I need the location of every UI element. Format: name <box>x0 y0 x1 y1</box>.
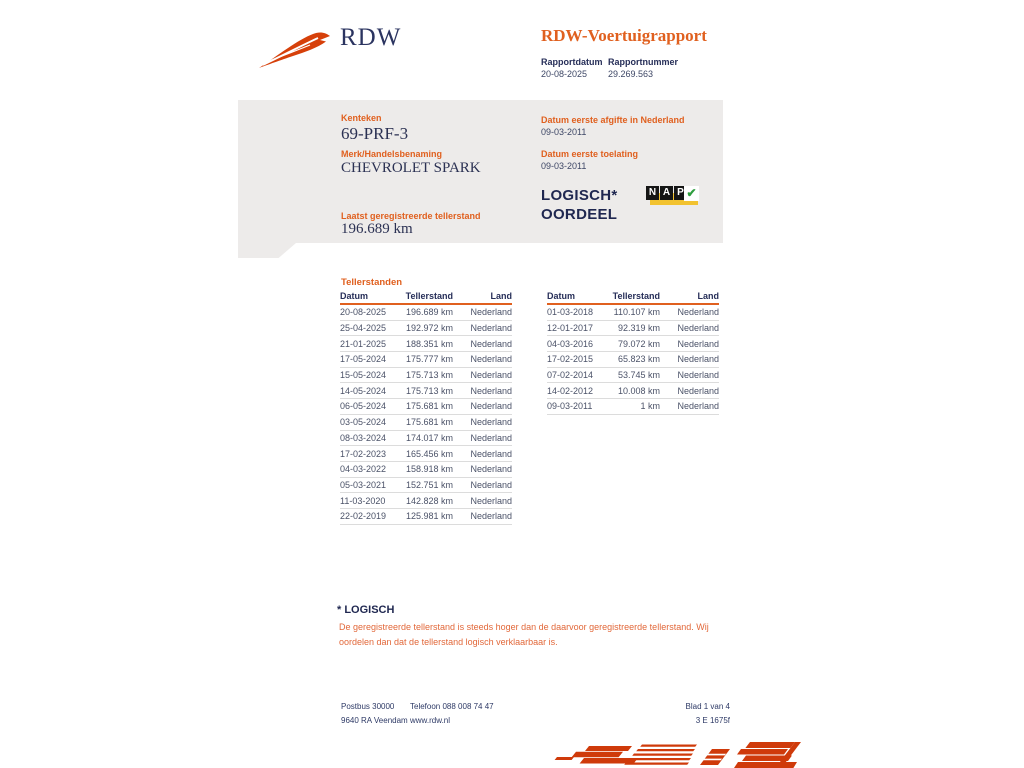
table-cell-value: 175.713 km <box>405 385 453 396</box>
tellerstand-value: 196.689 km <box>341 221 413 237</box>
table-cell-land: Nederland <box>470 370 512 381</box>
table-cell-land: Nederland <box>470 307 512 318</box>
footer-address-line1: Postbus 30000 <box>341 702 395 711</box>
table-header-row <box>547 291 719 305</box>
table-cell-value: 110.107 km <box>613 307 660 318</box>
table-cell-value: 175.681 km <box>405 401 453 412</box>
table-cell-land: Nederland <box>470 432 512 443</box>
table-row <box>340 509 512 525</box>
box-corner-tab <box>238 243 296 258</box>
table-cell-land: Nederland <box>677 323 719 334</box>
footer-contact <box>410 700 494 728</box>
table-cell-value: 158.918 km <box>405 464 453 475</box>
nap-letter-a: A <box>660 186 673 200</box>
col-header-tellerstand: Tellerstand <box>612 291 660 301</box>
afgifte-label: Datum eerste afgifte in Nederland <box>541 115 685 125</box>
table-cell-land: Nederland <box>677 354 719 365</box>
table-row <box>340 368 512 384</box>
rdw-wing-logo-icon <box>256 26 334 70</box>
table-row <box>340 336 512 352</box>
table-cell-value: 174.017 km <box>405 432 453 443</box>
table-cell-land: Nederland <box>677 401 719 412</box>
table-cell-land: Nederland <box>470 448 512 459</box>
logisch-note-body: De geregistreerde tellerstand is steeds hoger dan de daarvoor geregistreerde tellerstand. Wij oordelen dan dat de tellerstand logisch verklaarbaar is. <box>339 622 709 647</box>
table-cell-land: Nederland <box>470 511 512 522</box>
report-date-value: 20-08-2025 <box>541 69 588 79</box>
table-cell-value: 125.981 km <box>405 511 453 522</box>
table-cell-date: 03-05-2024 <box>340 417 387 428</box>
table-cell-date: 17-02-2015 <box>547 354 594 365</box>
footer-page-indicator: Blad 1 van 4 <box>685 702 730 711</box>
table-cell-date: 04-03-2022 <box>340 464 387 475</box>
table-cell-date: 04-03-2016 <box>547 338 594 349</box>
table-row <box>547 368 719 384</box>
kenteken-value: 69-PRF-3 <box>341 124 409 143</box>
table-cell-value: 1 km <box>640 401 660 412</box>
table-cell-value: 79.072 km <box>617 338 660 349</box>
oordeel-verdict <box>541 186 618 224</box>
table-cell-date: 25-04-2025 <box>340 323 387 334</box>
table-cell-land: Nederland <box>677 385 719 396</box>
footer-phone: Telefoon 088 008 74 47 <box>410 702 494 711</box>
table-cell-land: Nederland <box>677 307 719 318</box>
report-date-label: Rapportdatum <box>541 57 603 67</box>
table-row <box>547 321 719 337</box>
vehicle-summary-box <box>238 100 723 243</box>
table-cell-date: 11-03-2020 <box>340 495 386 506</box>
table-cell-date: 05-03-2021 <box>340 479 387 490</box>
nap-checkmark-icon: ✔ <box>684 186 699 201</box>
table-cell-land: Nederland <box>470 338 512 349</box>
table-row <box>547 336 719 352</box>
footer-form-code: 3 E 1675f <box>695 716 730 725</box>
table-cell-land: Nederland <box>470 385 512 396</box>
table-row <box>340 321 512 337</box>
table-cell-land: Nederland <box>470 417 512 428</box>
table-row <box>340 462 512 478</box>
table-cell-date: 14-02-2012 <box>547 385 594 396</box>
footer-page-info <box>600 700 730 728</box>
table-cell-date: 07-02-2014 <box>547 370 594 381</box>
table-row <box>547 383 719 399</box>
table-cell-value: 175.681 km <box>405 417 453 428</box>
table-row <box>547 352 719 368</box>
logisch-note-title: * LOGISCH <box>337 604 395 616</box>
table-cell-value: 10.008 km <box>617 385 660 396</box>
table-cell-date: 17-05-2024 <box>340 354 387 365</box>
table-header-row <box>340 291 512 305</box>
table-cell-date: 14-05-2024 <box>340 385 387 396</box>
table-cell-land: Nederland <box>470 495 512 506</box>
table-cell-value: 65.823 km <box>617 354 660 365</box>
toelating-value: 09-03-2011 <box>541 161 587 171</box>
table-row <box>340 415 512 431</box>
table-row <box>340 493 512 509</box>
col-header-datum: Datum <box>547 291 576 301</box>
col-header-tellerstand: Tellerstand <box>405 291 453 301</box>
col-header-datum: Datum <box>340 291 369 301</box>
table-cell-value: 188.351 km <box>405 338 453 349</box>
table-cell-land: Nederland <box>677 370 719 381</box>
footer-website: www.rdw.nl <box>410 716 451 725</box>
table-cell-land: Nederland <box>470 464 512 475</box>
oordeel-line1: LOGISCH* <box>541 187 618 204</box>
table-cell-land: Nederland <box>470 401 512 412</box>
merk-label: Merk/Handelsbenaming <box>341 149 443 159</box>
col-header-land: Land <box>697 291 719 301</box>
table-cell-date: 01-03-2018 <box>547 307 594 318</box>
footer-stripes-graphic-icon <box>545 739 801 768</box>
table-cell-date: 22-02-2019 <box>340 511 387 522</box>
table-cell-land: Nederland <box>470 323 512 334</box>
table-row <box>340 383 512 399</box>
table-row <box>340 478 512 494</box>
table-cell-value: 53.745 km <box>617 370 660 381</box>
toelating-label: Datum eerste toelating <box>541 149 639 159</box>
nap-letter-p: P <box>674 186 687 200</box>
table-row <box>340 446 512 462</box>
table-cell-value: 142.828 km <box>405 495 453 506</box>
table-cell-land: Nederland <box>470 479 512 490</box>
oordeel-line2: OORDEEL <box>541 206 618 223</box>
nap-logo <box>646 186 702 208</box>
table-cell-date: 08-03-2024 <box>340 432 387 443</box>
tellerstand-label: Laatst geregistreerde tellerstand <box>341 211 481 221</box>
table-cell-date: 21-01-2025 <box>340 338 387 349</box>
table-row <box>340 352 512 368</box>
tellerstanden-section-title: Tellerstanden <box>341 277 403 288</box>
footer-address-line2: 9640 RA Veendam <box>341 716 408 725</box>
table-cell-value: 192.972 km <box>405 323 453 334</box>
table-cell-value: 175.713 km <box>405 370 453 381</box>
kenteken-label: Kenteken <box>341 113 382 123</box>
brand-wordmark: RDW <box>340 24 402 51</box>
table-row <box>340 431 512 447</box>
table-cell-land: Nederland <box>677 338 719 349</box>
footer-address <box>341 700 408 728</box>
nap-letter-n: N <box>646 186 659 200</box>
table-cell-value: 165.456 km <box>405 448 453 459</box>
table-row <box>547 399 719 415</box>
report-number-label: Rapportnummer <box>608 57 679 67</box>
meter-table-left <box>340 291 512 525</box>
table-row <box>340 399 512 415</box>
document-title: RDW-Voertuigrapport <box>541 26 707 45</box>
merk-value: CHEVROLET SPARK <box>341 160 481 176</box>
afgifte-value: 09-03-2011 <box>541 127 587 137</box>
col-header-land: Land <box>490 291 512 301</box>
meter-table-right <box>547 291 719 415</box>
table-cell-date: 15-05-2024 <box>340 370 387 381</box>
report-number-value: 29.269.563 <box>608 69 654 79</box>
table-cell-date: 17-02-2023 <box>340 448 387 459</box>
table-cell-land: Nederland <box>470 354 512 365</box>
table-cell-value: 152.751 km <box>405 479 453 490</box>
table-row <box>547 305 719 321</box>
table-cell-value: 175.777 km <box>405 354 453 365</box>
table-cell-value: 196.689 km <box>405 307 453 318</box>
table-cell-date: 06-05-2024 <box>340 401 387 412</box>
table-cell-date: 20-08-2025 <box>340 307 387 318</box>
table-cell-date: 09-03-2011 <box>547 401 593 412</box>
table-cell-date: 12-01-2017 <box>547 323 594 334</box>
table-row <box>340 305 512 321</box>
table-cell-value: 92.319 km <box>617 323 660 334</box>
